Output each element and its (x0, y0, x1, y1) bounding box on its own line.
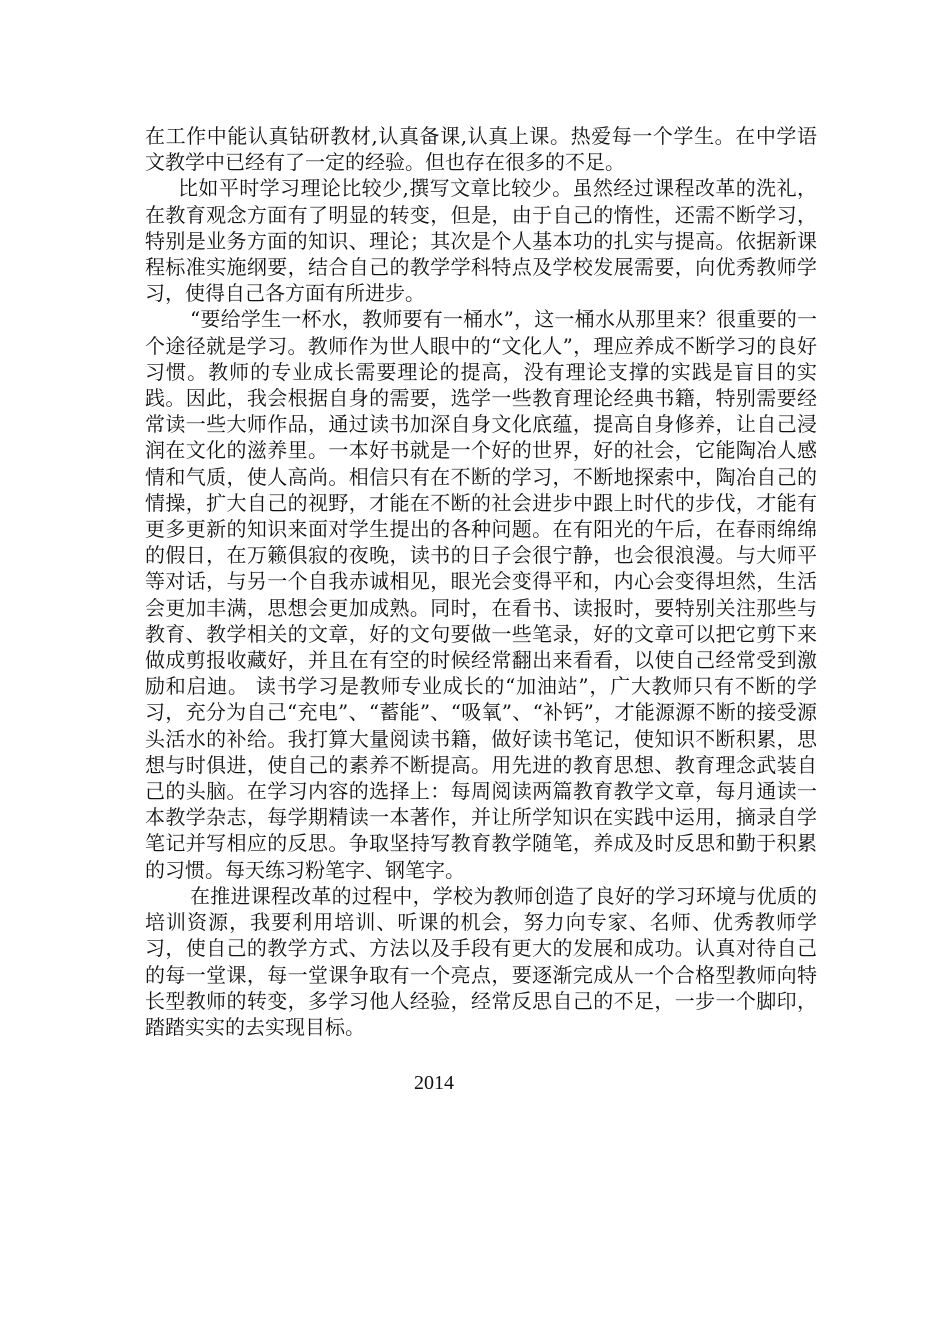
paragraph-2: 比如平时学习理论比较少,撰写文章比较少。虽然经过课程改革的洗礼，在教育观念方面有了明显的转变，但是，由于自己的惰性，还需不断学习，特别是业务方面的知识、理论；其次是个人基本功的扎实与提高。依据新课程标准实施纲要，结合自己的教学学科特点及学校发展需要，向优秀教师学习，使得自己各方面有所进步。 (145, 176, 817, 306)
paragraph-3: “要给学生一杯水，教师要有一桶水”，这一桶水从那里来？很重要的一个途径就是学习。教师作为世人眼中的“文化人”，理应养成不断学习的良好习惯。教师的专业成长需要理论的提高，没有理论支撑的实践是盲目的实践。因此，我会根据自身的需要，选学一些教育理论经典书籍，特别需要经常读一些大师作品，通过读书加深自身文化底蕴，提高自身修养，让自己浸润在文化的滋养里。一本好书就是一个好的世界，好的社会，它能陶冶人感情和气质，使人高尚。相信只有在不断的学习，不断地探索中，陶冶自己的情操，扩大自己的视野，才能在不断的社会进步中跟上时代的步伐，才能有更多更新的知识来面对学生提出的各种问题。在有阳光的午后，在春雨绵绵的假日，在万籁俱寂的夜晚，读书的日子会很宁静，也会很浪漫。与大师平等对话，与另一个自我赤诚相见，眼光会变得平和，内心会变得坦然，生活会更加丰满，思想会更加成熟。同时，在看书、读报时，要特别关注那些与教育、教学相关的文章，好的文句要做一些笔录，好的文章可以把它剪下来做成剪报收藏好，并且在有空的时候经常翻出来看看，以使自己经常受到激励和启迪。 读书学习是教师专业成长的“加油站”，广大教师只有不断的学习，充分为自己“充电”、“蓄能”、“吸氧”、“补钙”，才能源源不断的接受源头活水的补给。我打算大量阅读书籍，做好读书笔记，使知识不断积累，思想与时俱进，使自己的素养不断提高。用先进的教育思想、教育理念武装自己的头脑。在学习内容的选择上：每周阅读两篇教育教学文章，每月通读一本教学杂志，每学期精读一本著作，并让所学知识在实践中运用，摘录自学笔记并写相应的反思。争取坚持写教育教学随笔，养成及时反思和勤于积累的习惯。每天练习粉笔字、钢笔字。 (145, 307, 817, 882)
paragraph-4: 在推进课程改革的过程中，学校为教师创造了良好的学习环境与优质的培训资源，我要利用培训、听课的机会，努力向专家、名师、优秀教师学习，使自己的教学方式、方法以及手段有更大的发展和成功。认真对待自己的每一堂课，每一堂课争取有一个亮点，要逐渐完成从一个合格型教师向特长型教师的转变，多学习他人经验，经常反思自己的不足，一步一个脚印，踏踏实实的去实现目标。 (145, 883, 817, 1039)
year-footer: 2014 (414, 1072, 454, 1094)
document-body (145, 123, 817, 1040)
paragraph-1: 在工作中能认真钻研教材,认真备课,认真上课。热爱每一个学生。在中学语文教学中已经有了一定的经验。但也存在很多的不足。 (145, 124, 817, 175)
